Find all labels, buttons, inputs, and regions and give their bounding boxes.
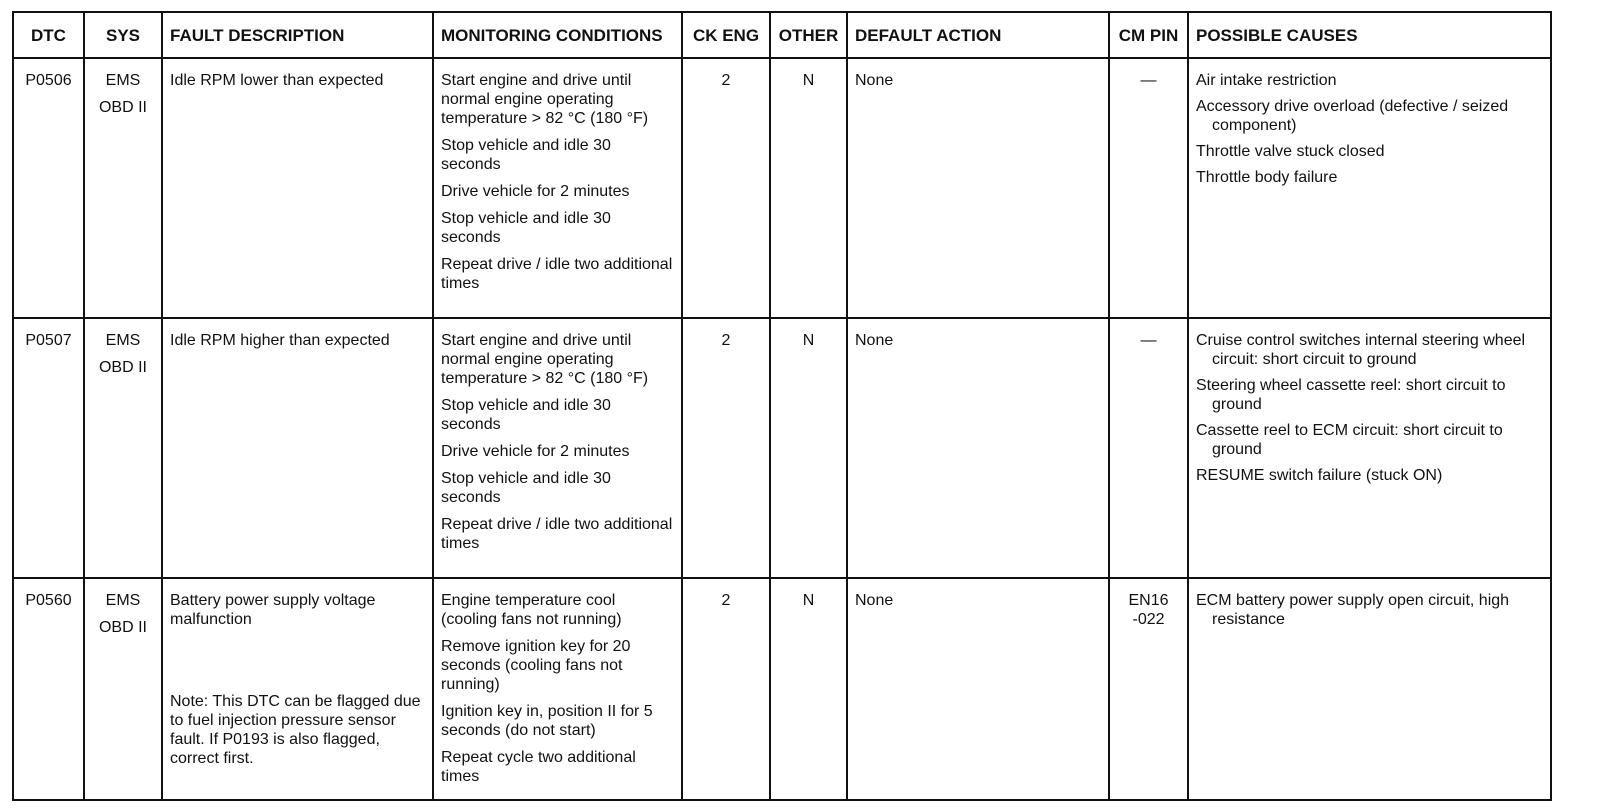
cause-item: Accessory drive overload (defective / seized component) [1196, 98, 1509, 134]
system-name: EMS [105, 592, 141, 609]
monitoring-step: Repeat drive / idle two additional times [441, 256, 673, 292]
cm-pin-value: — [1109, 318, 1188, 578]
cause-item: Throttle valve stuck closed [1196, 143, 1385, 160]
cause-item: Steering wheel cassette reel: short circuit to ground [1196, 377, 1506, 413]
fault-text: Idle RPM higher than expected [170, 332, 390, 349]
table-row [13, 58, 1551, 318]
header-default-action: DEFAULT ACTION [847, 12, 1109, 58]
monitoring-conditions [433, 318, 682, 578]
monitoring-step: Drive vehicle for 2 minutes [441, 183, 630, 200]
possible-causes [1188, 578, 1551, 800]
monitoring-step: Stop vehicle and idle 30 seconds [441, 397, 611, 433]
fault-text: Idle RPM lower than expected [170, 72, 384, 89]
header-cm-pin: CM PIN [1109, 12, 1188, 58]
header-possible-causes: POSSIBLE CAUSES [1188, 12, 1551, 58]
header-dtc: DTC [13, 12, 84, 58]
monitoring-step: Stop vehicle and idle 30 seconds [441, 137, 611, 173]
other-value: N [770, 578, 847, 800]
monitoring-step: Repeat drive / idle two additional times [441, 516, 673, 552]
monitoring-step: Stop vehicle and idle 30 seconds [441, 470, 611, 506]
cm-pin-value: EN16 -022 [1109, 578, 1188, 800]
dtc-table [12, 11, 1552, 801]
fault-description [162, 58, 433, 318]
monitoring-step: Start engine and drive until normal engine operating temperature > 82 °C (180 °F) [441, 332, 649, 387]
header-row [13, 12, 1551, 58]
monitoring-step: Engine temperature cool (cooling fans not running) [441, 592, 622, 628]
ck-eng-value: 2 [682, 318, 770, 578]
monitoring-step: Stop vehicle and idle 30 seconds [441, 210, 611, 246]
cause-item: Throttle body failure [1196, 169, 1338, 186]
other-value: N [770, 58, 847, 318]
cause-item: ECM battery power supply open circuit, high resistance [1196, 592, 1510, 628]
cause-item: Air intake restriction [1196, 72, 1337, 89]
system-name: OBD II [98, 619, 147, 636]
table-row [13, 318, 1551, 578]
header-sys: SYS [84, 12, 162, 58]
system-cell [84, 318, 162, 578]
header-ck-eng: CK ENG [682, 12, 770, 58]
monitoring-step: Ignition key in, position II for 5 seconds (do not start) [441, 703, 653, 739]
system-name: EMS [105, 332, 141, 349]
ck-eng-value: 2 [682, 578, 770, 800]
cause-item: RESUME switch failure (stuck ON) [1196, 467, 1443, 484]
monitoring-step: Drive vehicle for 2 minutes [441, 443, 630, 460]
monitoring-conditions [433, 578, 682, 800]
dtc-code: P0507 [13, 318, 84, 578]
monitoring-step: Start engine and drive until normal engine operating temperature > 82 °C (180 °F) [441, 72, 649, 127]
header-fault-description: FAULT DESCRIPTION [162, 12, 433, 58]
default-action-value: None [847, 58, 1109, 318]
dtc-table-sheet [12, 11, 1550, 801]
fault-description [162, 318, 433, 578]
cause-item: Cruise control switches internal steering wheel circuit: short circuit to ground [1196, 332, 1526, 368]
cause-item: Cassette reel to ECM circuit: short circuit to ground [1196, 422, 1503, 458]
possible-causes [1188, 58, 1551, 318]
system-cell [84, 578, 162, 800]
system-name: EMS [105, 72, 141, 89]
monitoring-conditions [433, 58, 682, 318]
cm-pin-value: — [1109, 58, 1188, 318]
fault-description [162, 578, 433, 800]
other-value: N [770, 318, 847, 578]
monitoring-step: Repeat cycle two additional times [441, 749, 636, 785]
system-name: OBD II [98, 359, 147, 376]
possible-causes [1188, 318, 1551, 578]
header-monitoring-conditions: MONITORING CONDITIONS [433, 12, 682, 58]
header-other: OTHER [770, 12, 847, 58]
fault-note: Note: This DTC can be flagged due to fuel injection pressure sensor fault. If P0193 is also flagged, correct first. [170, 693, 421, 767]
dtc-code: P0560 [13, 578, 84, 800]
system-name: OBD II [98, 99, 147, 116]
default-action-value: None [847, 318, 1109, 578]
monitoring-step: Remove ignition key for 20 seconds (cooling fans not running) [441, 638, 631, 693]
dtc-code: P0506 [13, 58, 84, 318]
ck-eng-value: 2 [682, 58, 770, 318]
table-row [13, 578, 1551, 800]
default-action-value: None [847, 578, 1109, 800]
system-cell [84, 58, 162, 318]
fault-text: Battery power supply voltage malfunction [170, 592, 376, 628]
